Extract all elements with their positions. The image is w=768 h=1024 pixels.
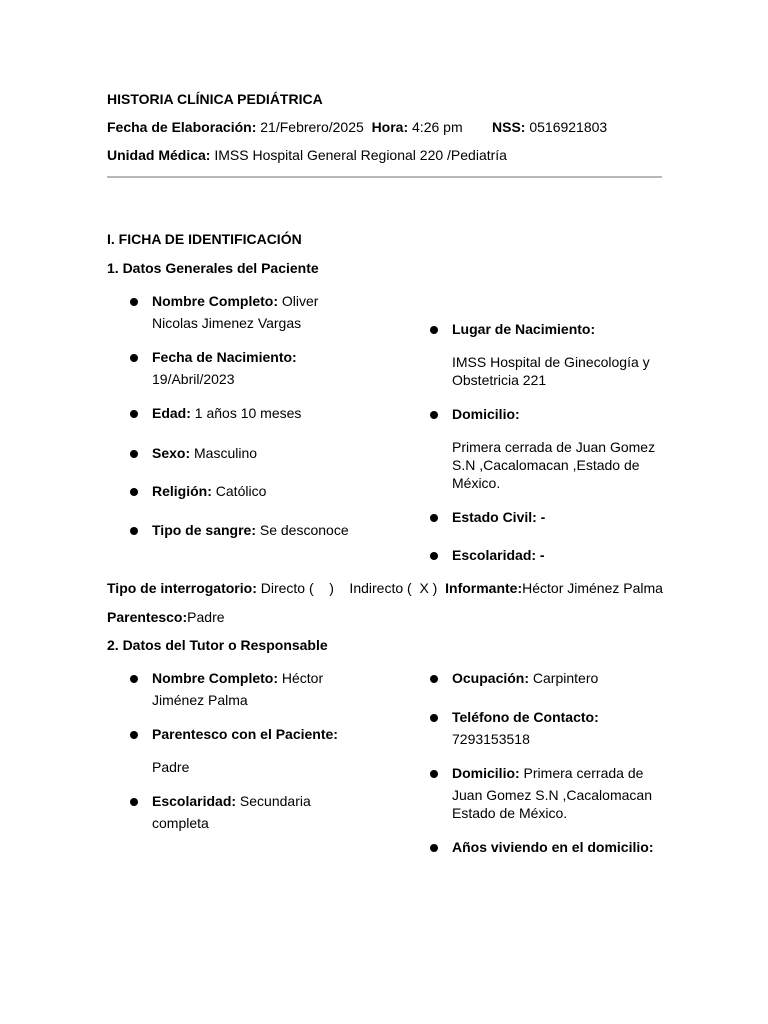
tutor-escolaridad-value: Secundaria (236, 793, 311, 809)
paciente-sexo-label: Sexo: (152, 445, 191, 461)
tutor-telefono-label: Teléfono de Contacto: (452, 709, 599, 725)
tutor-domicilio-value-2: Juan Gomez S.N ,Cacalomacan (452, 787, 652, 803)
paciente-religion (152, 480, 266, 502)
bullet-icon (430, 844, 438, 852)
paciente-edad-label: Edad: (152, 405, 191, 421)
bullet-icon (130, 450, 138, 458)
paciente-estado-civil: Estado Civil: - (452, 509, 546, 525)
paciente-lugar-value-1: IMSS Hospital de Ginecología y (452, 354, 650, 370)
tutor-escolaridad-cont: completa (152, 815, 209, 831)
header-divider (107, 176, 662, 178)
hora-value: 4:26 pm (408, 119, 463, 135)
tutor-telefono-value: 7293153518 (452, 731, 530, 747)
paciente-sangre (152, 519, 349, 541)
paciente-escolaridad: Escolaridad: - (452, 547, 545, 563)
paciente-edad-value: 1 años 10 meses (190, 405, 302, 421)
informante-label: Informante: (445, 580, 523, 596)
bullet-icon (130, 731, 138, 739)
tutor-domicilio-value-3: Estado de México. (452, 805, 568, 821)
interrogatorio-label: Tipo de interrogatorio: (107, 580, 257, 596)
tutor-nombre-cont: Jiménez Palma (152, 692, 248, 708)
nss-value: 0516921803 (525, 119, 608, 135)
bullet-icon (130, 488, 138, 496)
paciente-nacimiento-label: Fecha de Nacimiento: (152, 349, 297, 365)
paciente-domicilio-label: Domicilio: (452, 406, 520, 422)
fecha-value: 21/Febrero/2025 (256, 119, 364, 135)
tutor-domicilio-value: Primera cerrada de (519, 765, 644, 781)
bullet-icon (430, 770, 438, 778)
tutor-nombre-value: Héctor (278, 670, 324, 686)
paciente-religion-value: Católico (211, 483, 267, 499)
parentesco-line (107, 606, 225, 628)
tutor-anios-domicilio-label: Años viviendo en el domicilio: (452, 839, 654, 855)
paciente-sexo-value: Masculino (190, 445, 258, 461)
hora-label: Hora: (371, 119, 409, 135)
fecha-label: Fecha de Elaboración: (107, 119, 257, 135)
bullet-icon (130, 527, 138, 535)
tutor-ocupacion-value: Carpintero (529, 670, 599, 686)
tutor-domicilio-label: Domicilio: (452, 765, 520, 781)
nss-label: NSS: (492, 119, 526, 135)
tutor-escolaridad (152, 790, 311, 812)
tutor-ocupacion (452, 667, 598, 689)
paciente-nombre-label: Nombre Completo: (152, 293, 278, 309)
paciente-sexo (152, 442, 257, 464)
bullet-icon (430, 411, 438, 419)
tutor-nombre-label: Nombre Completo: (152, 670, 278, 686)
unidad-value: IMSS Hospital General Regional 220 /Pediatría (210, 147, 507, 163)
bullet-icon (130, 298, 138, 306)
bullet-icon (130, 798, 138, 806)
tutor-parentesco-label: Parentesco con el Paciente: (152, 726, 338, 742)
tutor-ocupacion-label: Ocupación: (452, 670, 530, 686)
paciente-domicilio-value-3: México. (452, 475, 501, 491)
section1-title: I. FICHA DE IDENTIFICACIÓN (107, 231, 302, 247)
unidad-line (107, 144, 507, 166)
section2-subtitle: 2. Datos del Tutor o Responsable (107, 637, 328, 653)
bullet-icon (430, 714, 438, 722)
bullet-icon (430, 514, 438, 522)
document-title: HISTORIA CLÍNICA PEDIÁTRICA (107, 91, 323, 107)
interrogatorio-value: Directo ( ) Indirecto ( X ) (256, 580, 446, 596)
paciente-lugar-value-2: Obstetricia 221 (452, 372, 547, 388)
paciente-religion-label: Religión: (152, 483, 212, 499)
paciente-sangre-label: Tipo de sangre: (152, 522, 256, 538)
tutor-escolaridad-label: Escolaridad: (152, 793, 237, 809)
bullet-icon (130, 675, 138, 683)
paciente-domicilio-value-1: Primera cerrada de Juan Gomez (452, 439, 656, 455)
bullet-icon (430, 675, 438, 683)
fecha-hora-nss-line (107, 116, 463, 138)
paciente-nombre (152, 290, 318, 312)
tutor-domicilio (452, 762, 643, 784)
unidad-label: Unidad Médica: (107, 147, 211, 163)
paciente-nombre-value: Oliver (278, 293, 319, 309)
section1-subtitle: 1. Datos Generales del Paciente (107, 260, 319, 276)
bullet-icon (130, 410, 138, 418)
paciente-domicilio-value-2: S.N ,Cacalomacan ,Estado de (452, 457, 640, 473)
bullet-icon (430, 326, 438, 334)
bullet-icon (430, 552, 438, 560)
bullet-icon (130, 354, 138, 362)
nss-line (492, 116, 607, 138)
informante-value: Héctor Jiménez Palma (522, 580, 663, 596)
paciente-edad (152, 402, 301, 424)
parentesco-value: Padre (187, 609, 225, 625)
tutor-nombre (152, 667, 323, 689)
tutor-parentesco-value: Padre (152, 759, 190, 775)
paciente-lugar-label: Lugar de Nacimiento: (452, 321, 596, 337)
paciente-nombre-cont: Nicolas Jimenez Vargas (152, 315, 302, 331)
paciente-nacimiento-value: 19/Abril/2023 (152, 371, 235, 387)
interrogatorio-line (107, 577, 663, 599)
parentesco-label: Parentesco: (107, 609, 188, 625)
paciente-sangre-value: Se desconoce (255, 522, 349, 538)
